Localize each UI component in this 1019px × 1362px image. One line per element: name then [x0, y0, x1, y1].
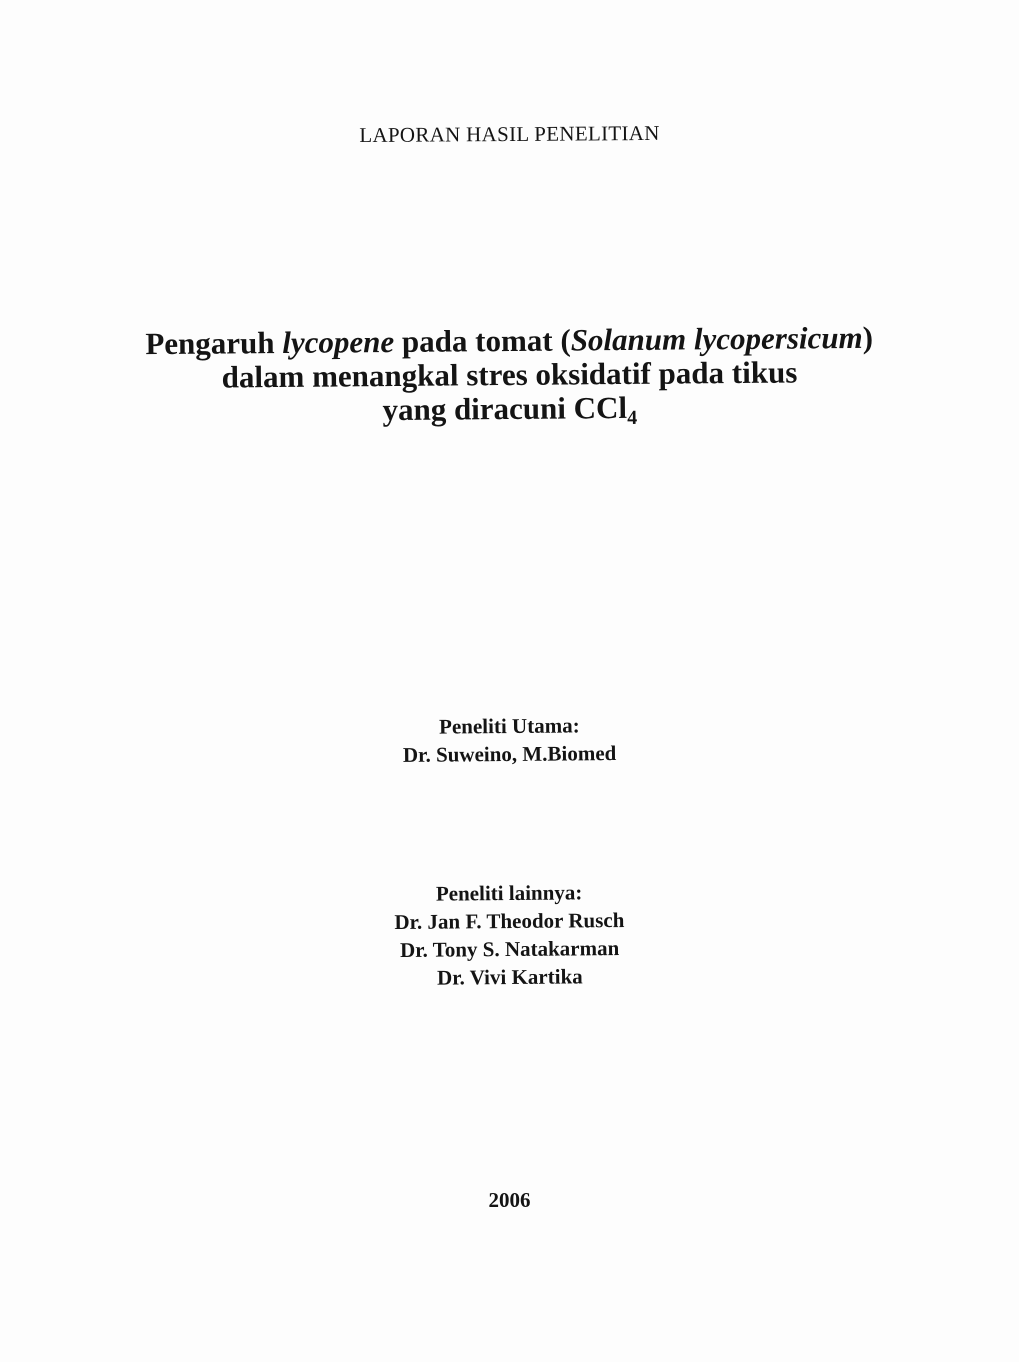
- title-line-2: dalam menangkal stres oksidatif pada tikus: [221, 354, 798, 395]
- researcher-name: Dr. Vivi Kartika: [436, 964, 583, 990]
- other-researchers-label: Peneliti lainnya:: [435, 880, 583, 906]
- lead-researcher-label: Peneliti Utama:: [438, 713, 580, 739]
- publication-year: 2006: [488, 1188, 531, 1212]
- title-text: pada tomat (: [394, 322, 571, 360]
- researcher-name: Dr. Tony S. Natakarman: [399, 936, 620, 962]
- report-type-heading: LAPORAN HASIL PENELITIAN: [359, 120, 660, 148]
- title-italic-term: lycopene: [282, 324, 395, 360]
- report-title: [0, 320, 1019, 431]
- title-species-name: Solanum lycopersicum: [570, 319, 863, 358]
- title-text: yang diracuni CCl: [382, 389, 628, 428]
- title-text: Pengaruh: [145, 324, 283, 362]
- title-subscript: 4: [627, 406, 638, 429]
- lead-researcher-name: Dr. Suweino, M.Biomed: [402, 741, 617, 767]
- researcher-name: Dr. Jan F. Theodor Rusch: [394, 907, 625, 935]
- other-researchers-section: [0, 875, 1019, 996]
- lead-researcher-section: [0, 708, 1019, 773]
- title-text: ): [862, 319, 874, 355]
